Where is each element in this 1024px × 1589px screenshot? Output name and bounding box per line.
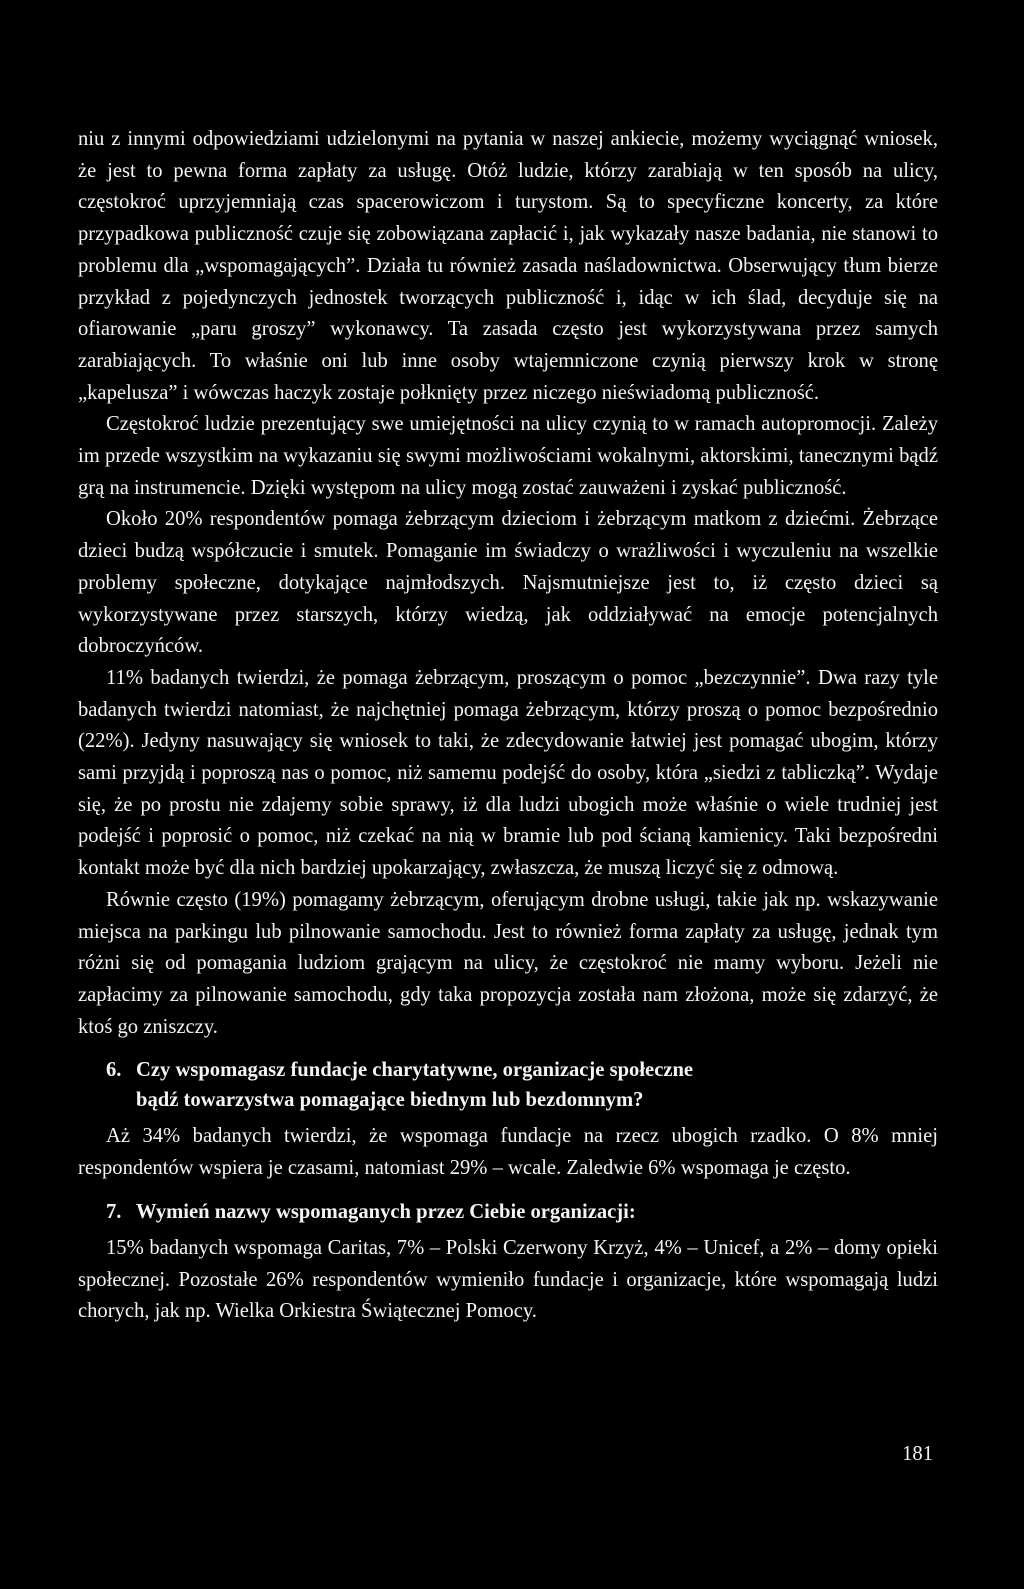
paragraph-1: niu z innymi odpowiedziami udzielonymi na pytania w naszej ankiecie, możemy wyciągnąć wniosek, że jest to pewna forma zapłaty za usługę. Otóż ludzie, którzy zarabiają w ten sposób na ulicy, częstokroć uprzyjemniają czas spacerowiczom i turystom. Są to specyficzne koncerty, za które przypadkowa publiczność czuje się zobowiązana zapłacić i, jak wykazały nasze badania, nie stanowi to problemu dla „wspomagających”. Działa tu również zasada naśladownictwa. Obserwujący tłum bierze przykład z pojedynczych jednostek tworzących publiczność i, idąc w ich ślad, decyduje się na ofiarowanie „paru groszy” wykonawcy. Ta zasada często jest wykorzystywana przez samych zarabiających. To właśnie oni lub inne osoby wtajemniczone czynią pierwszy krok w stronę „kapelusza” i wówczas haczyk zostaje połknięty przez niczego nieświadomą publiczność. [78,128,938,404]
paragraph-5: Równie często (19%) pomagamy żebrzącym, oferującym drobne usługi, takie jak np. wskazywanie miejsca na parkingu lub pilnowanie samochodu. Jest to również forma zapłaty za usługę, jednak tym różni się od pomagania ludziom grającym na ulicy, że częstokroć nie mamy wyboru. Jeżeli nie zapłacimy za pilnowanie samochodu, gdy taka propozycja została nam złożona, może się zdarzyć, że ktoś go zniszczy. [78,888,938,1038]
paragraph-2: Częstokroć ludzie prezentujący swe umiejętności na ulicy czynią to w ramach autopromocji. Zależy im przede wszystkim na wykazaniu się swymi możliwościami wokalnymi, aktorskimi, tanecznymi bądź grą na instrumencie. Dzięki występom na ulicy mogą zostać zauważeni i zyskać publiczność. [78,413,938,499]
question-7-answer: 15% badanych wspomaga Caritas, 7% – Polski Czerwony Krzyż, 4% – Unicef, a 2% – domy opieki społecznej. Pozostałe 26% respondentów wymieniło fundacje i organizacje, które wspomagają ludzi chorych, jak np. Wielka Orkiestra Świątecznej Pomocy. [78,1236,938,1323]
question-6-number: 6. [106,1059,122,1082]
question-7-heading [78,1197,938,1227]
page-body [78,124,938,1328]
question-7-line-1: Wymień nazwy wspomaganych przez Ciebie organizacji: [136,1200,636,1223]
question-6-line-1: Czy wspomagasz fundacje charytatywne, organizacje społeczne [136,1059,694,1082]
question-6-line-2: bądź towarzystwa pomagające biednym lub bezdomnym? [136,1089,644,1112]
paragraph-4: 11% badanych twierdzi, że pomaga żebrzącym, proszącym o pomoc „bezczynnie”. Dwa razy tyle badanych twierdzi natomiast, że najchętniej pomaga żebrzącym, którzy proszą o pomoc bezpośrednio (22%). Jedyny nasuwający się wniosek to taki, że zdecydowanie łatwiej jest pomagać ubogim, którzy sami przyjdą i poproszą nas o pomoc, niż samemu podejść do osoby, która „siedzi z tabliczką”. Wydaje się, że po prostu nie zdajemy sobie sprawy, iż dla ludzi ubogich może właśnie o wiele trudniej jest podejść i poprosić o pomoc, niż czekać na nią w bramie lub pod ścianą kamienicy. Taki bezpośredni kontakt może być dla nich bardziej upokarzający, zwłaszcza, że muszą liczyć się z odmową. [78,666,938,880]
question-6-heading [78,1055,938,1115]
question-7-number: 7. [106,1200,122,1223]
page-number: 181 [902,1443,933,1465]
paragraph-3: Około 20% respondentów pomaga żebrzącym dzieciom i żebrzącym matkom z dziećmi. Żebrzące dzieci budzą współczucie i smutek. Pomaganie im świadczy o wrażliwości i wyczuleniu na wszelkie problemy społeczne, dotykające najmłodszych. Najsmutniejsze jest to, iż często dzieci są wykorzystywane przez starszych, którzy wiedzą, jak oddziaływać na emocje potencjalnych dobroczyńców. [78,508,938,658]
question-6-answer: Aż 34% badanych twierdzi, że wspomaga fundacje na rzecz ubogich rzadko. O 8% mniej respondentów wspiera je czasami, natomiast 29% – wcale. Zaledwie 6% wspomaga je często. [78,1125,938,1180]
